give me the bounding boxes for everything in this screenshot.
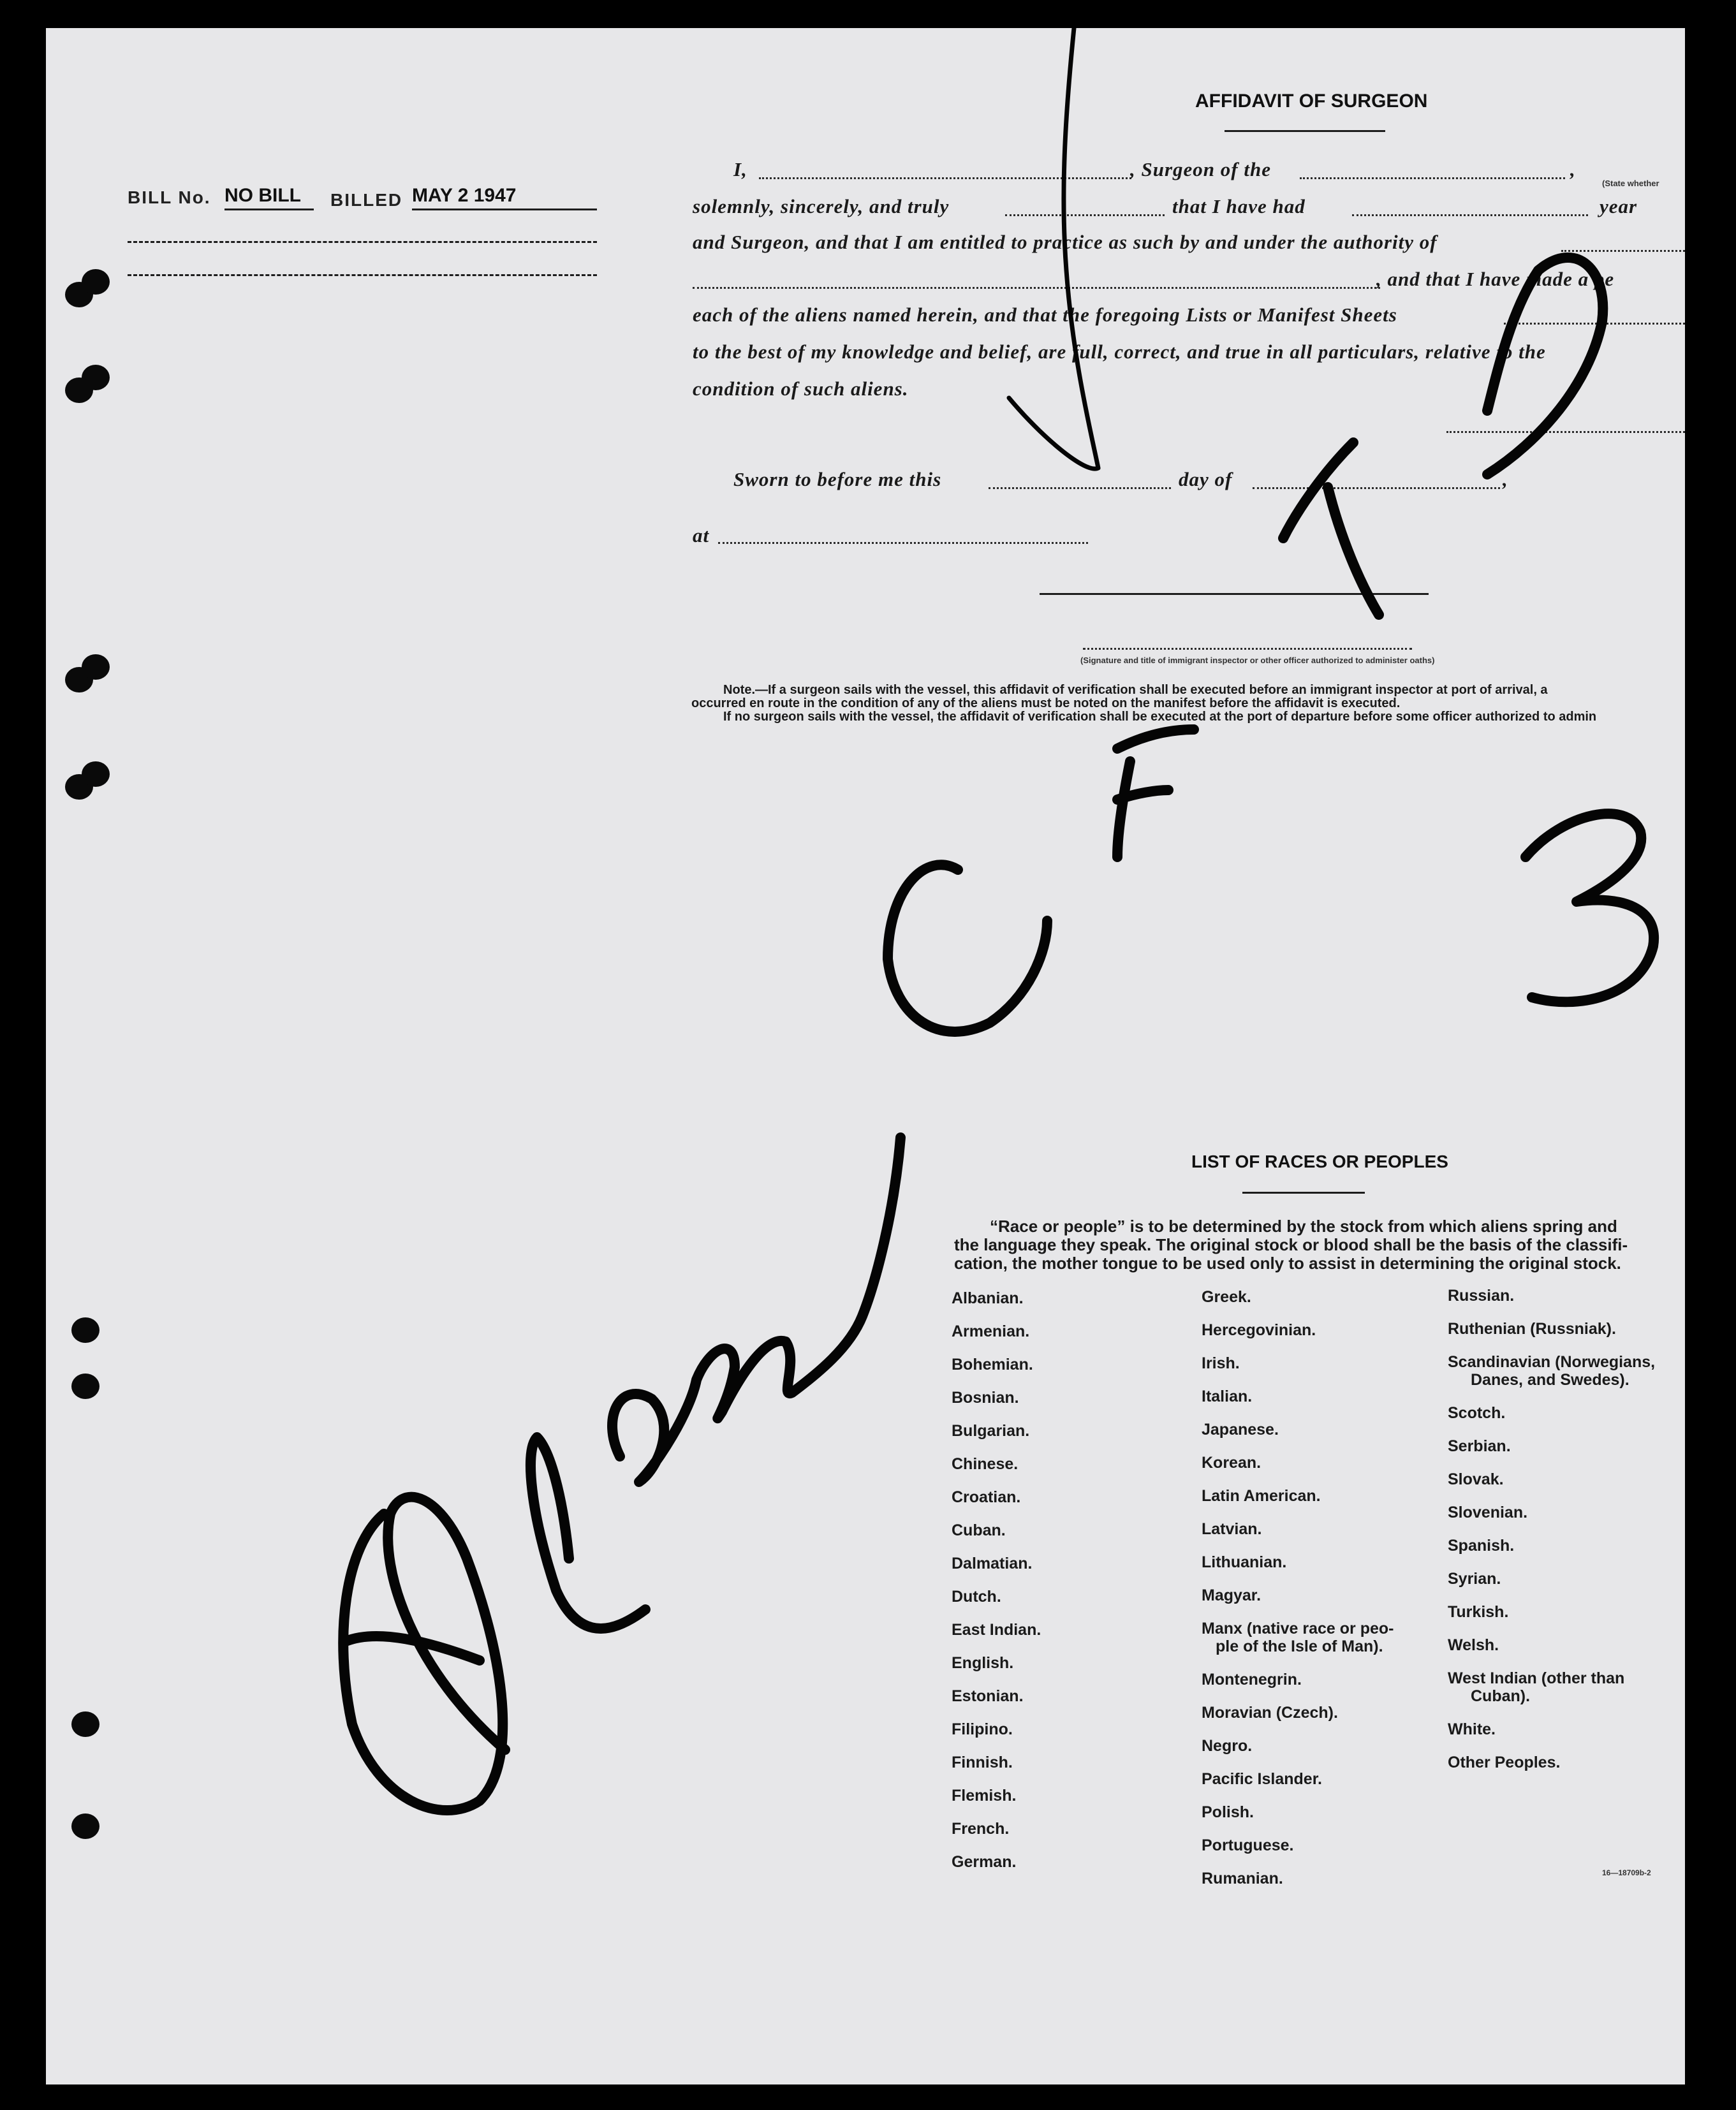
handwritten-annotation — [46, 28, 1685, 2084]
affidavit-text: that I have had — [1172, 195, 1306, 217]
handwritten-number-3 — [1526, 814, 1654, 1002]
race-item: Latin American. — [1202, 1487, 1321, 1505]
race-item: Montenegrin. — [1202, 1671, 1302, 1689]
race-item: Scotch. — [1448, 1404, 1506, 1422]
race-item: Slovenian. — [1448, 1504, 1528, 1521]
races-intro: cation, the mother tongue to be used only to assist in determining the original stock. — [954, 1254, 1621, 1273]
races-intro: “Race or people” is to be determined by the stock from which aliens spring and — [990, 1217, 1617, 1236]
race-item: Filipino. — [952, 1720, 1013, 1738]
race-item: Cuban. — [952, 1521, 1006, 1539]
race-item: Hercegovinian. — [1202, 1321, 1316, 1339]
handwritten-letter-p — [343, 1497, 505, 1810]
race-item: Russian. — [1448, 1287, 1515, 1305]
affidavit-text: , Surgeon of the — [1130, 158, 1271, 180]
race-item: Scandinavian (Norwegians, — [1448, 1353, 1656, 1371]
race-item: Bohemian. — [952, 1356, 1033, 1374]
handwritten-letters-ane — [612, 1138, 901, 1482]
handwritten-letter-d — [1487, 258, 1603, 474]
affidavit-text: solemnly, sincerely, and truly — [693, 195, 950, 217]
race-item: Bosnian. — [952, 1389, 1019, 1407]
affidavit-text: at — [693, 524, 710, 546]
race-item: Finnish. — [952, 1754, 1013, 1771]
affidavit-text: each of the aliens named herein, and that the foregoing Lists or Manifest Sheets — [693, 304, 1397, 326]
race-item: Portuguese. — [1202, 1836, 1294, 1854]
handwritten-letter-t — [1283, 443, 1379, 615]
race-item: French. — [952, 1820, 1010, 1838]
race-item: Latvian. — [1202, 1520, 1262, 1538]
affidavit-small-text: (State whether — [1602, 179, 1659, 188]
note-text: occurred en route in the condition of any of the aliens must be noted on the manifest before the affidavit is executed. — [691, 696, 1401, 710]
pen-stroke — [1009, 28, 1098, 469]
race-item: Flemish. — [952, 1787, 1017, 1805]
race-item: White. — [1448, 1720, 1496, 1738]
race-item: Croatian. — [952, 1488, 1021, 1506]
bill-number-stamp: NO BILL — [224, 185, 301, 206]
race-item: Chinese. — [952, 1455, 1019, 1473]
race-item: Turkish. — [1448, 1603, 1509, 1621]
race-item: Manx (native race or peo- — [1202, 1620, 1394, 1637]
race-item: Dalmatian. — [952, 1555, 1033, 1572]
race-item: Greek. — [1202, 1288, 1251, 1306]
affidavit-text: , — [1570, 158, 1576, 180]
race-item: Polish. — [1202, 1803, 1254, 1821]
bill-number-label: BILL No. — [128, 187, 211, 207]
race-item: Italian. — [1202, 1388, 1253, 1405]
race-item: Lithuanian. — [1202, 1553, 1287, 1571]
affidavit-title: AFFIDAVIT OF SURGEON — [1195, 91, 1428, 112]
race-item: Armenian. — [952, 1322, 1030, 1340]
race-item: East Indian. — [952, 1621, 1041, 1639]
affidavit-text: condition of such aliens. — [693, 377, 909, 400]
note-text: Note.—If a surgeon sails with the vessel, this affidavit of verification shall be executed before an immigrant inspector at port of arrival, a — [723, 683, 1548, 697]
races-intro: the language they speak. The original stock or blood shall be the basis of the classifi- — [954, 1235, 1628, 1254]
race-item: Syrian. — [1448, 1570, 1501, 1588]
race-item: Ruthenian (Russniak). — [1448, 1320, 1616, 1338]
race-item: Slovak. — [1448, 1470, 1504, 1488]
handwritten-letter-c — [888, 865, 1047, 1032]
race-item: Albanian. — [952, 1289, 1024, 1307]
form-code: 16—18709b-2 — [1602, 1868, 1651, 1877]
race-item: Negro. — [1202, 1737, 1253, 1755]
billed-label: BILLED — [330, 190, 403, 210]
affidavit-text: year — [1600, 195, 1638, 217]
race-item: Irish. — [1202, 1354, 1240, 1372]
race-item: Danes, and Swedes). — [1471, 1371, 1629, 1389]
affidavit-text: , — [1503, 468, 1508, 490]
race-item: Cuban). — [1471, 1687, 1531, 1705]
race-item: Rumanian. — [1202, 1870, 1283, 1887]
affidavit-text: I, — [733, 158, 747, 180]
race-item: Serbian. — [1448, 1437, 1511, 1455]
race-item: Korean. — [1202, 1454, 1262, 1472]
handwritten-letter-f — [1117, 729, 1194, 857]
race-item: ple of the Isle of Man). — [1216, 1637, 1383, 1655]
race-item: Other Peoples. — [1448, 1754, 1561, 1771]
race-item: West Indian (other than — [1448, 1669, 1625, 1687]
race-item: Estonian. — [952, 1687, 1024, 1705]
affidavit-text: day of — [1179, 468, 1233, 490]
race-item: Japanese. — [1202, 1421, 1279, 1439]
affidavit-text: , and that I have made a pe — [1376, 268, 1615, 290]
race-item: Moravian (Czech). — [1202, 1704, 1338, 1722]
note-text: If no surgeon sails with the vessel, the affidavit of verification shall be executed at the port of departure before some officer authorized to admin — [723, 710, 1597, 724]
race-item: Pacific Islander. — [1202, 1770, 1322, 1788]
document-page — [46, 28, 1685, 2084]
race-item: Dutch. — [952, 1588, 1001, 1606]
race-item: German. — [952, 1853, 1017, 1871]
race-item: Spanish. — [1448, 1537, 1515, 1555]
billed-date-stamp: MAY 2 1947 — [412, 185, 517, 206]
race-item: Welsh. — [1448, 1636, 1499, 1654]
races-title: LIST OF RACES OR PEOPLES — [1191, 1152, 1448, 1171]
signature-caption: (Signature and title of immigrant inspector or other officer authorized to administer oaths) — [1080, 656, 1435, 665]
race-item: Bulgarian. — [952, 1422, 1030, 1440]
race-item: Magyar. — [1202, 1586, 1262, 1604]
handwritten-letter-l — [531, 1437, 645, 1629]
race-item: English. — [952, 1654, 1014, 1672]
affidavit-text: and Surgeon, and that I am entitled to practice as such by and under the authority of — [693, 231, 1438, 253]
affidavit-text: Sworn to before me this — [733, 468, 942, 490]
affidavit-text: to the best of my knowledge and belief, are full, correct, and true in all particulars, relative to the — [693, 341, 1546, 363]
